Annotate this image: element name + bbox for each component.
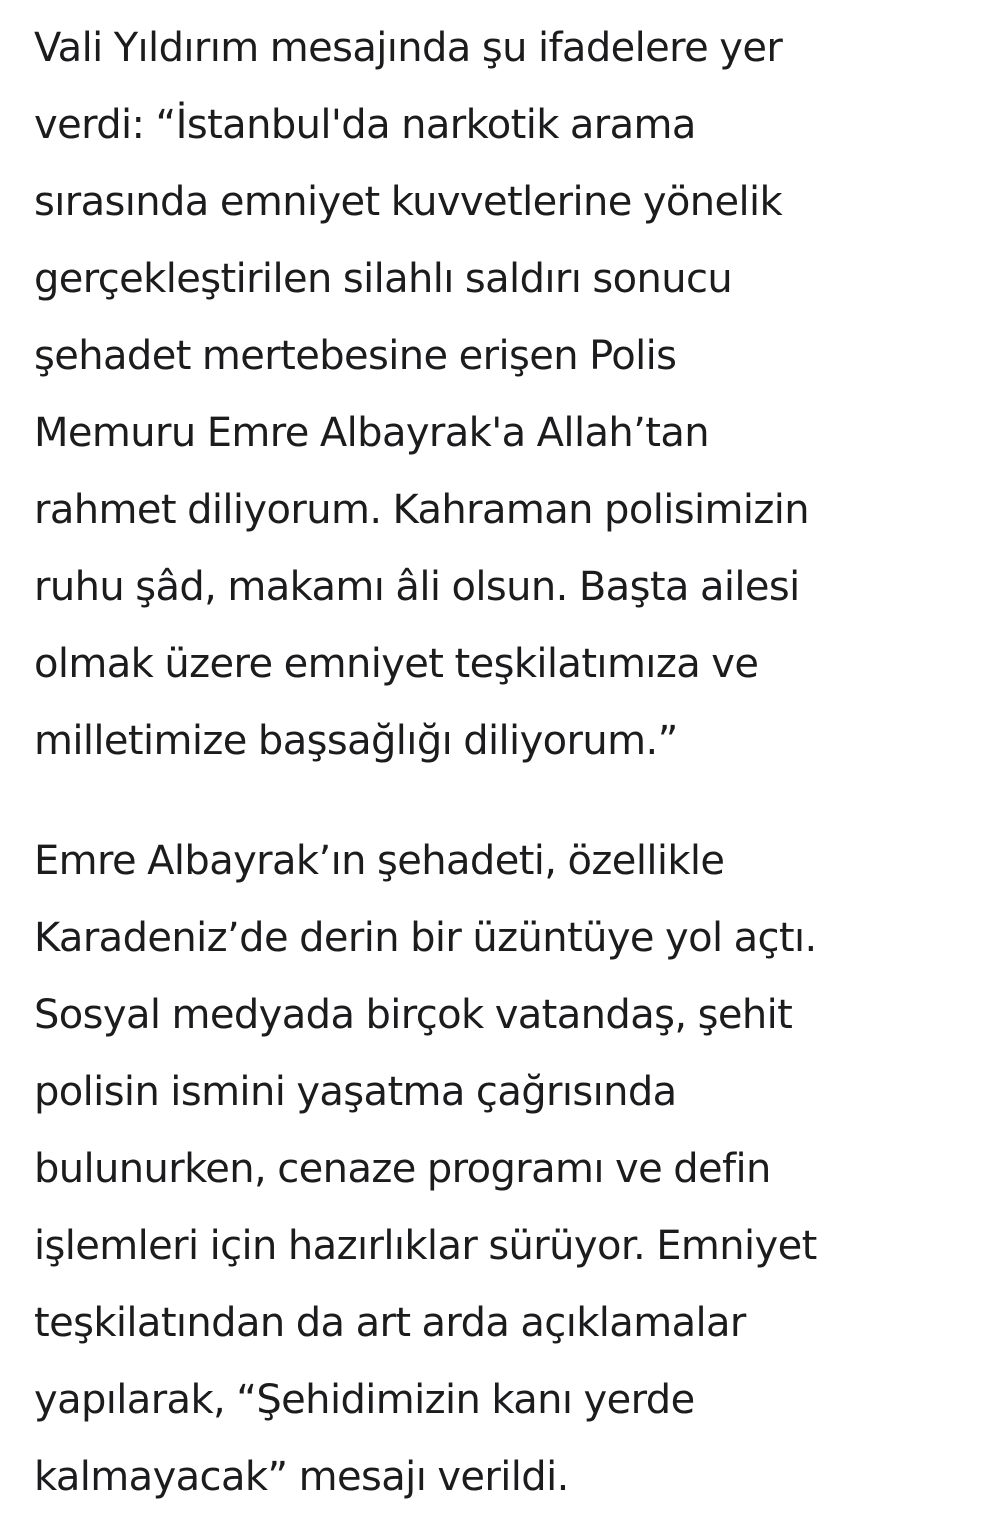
text-line: rahmet diliyorum. Kahraman polisimizin bbox=[34, 487, 810, 533]
text-line: sırasında emniyet kuvvetlerine yönelik bbox=[34, 179, 783, 225]
text-line: polisin ismini yaşatma çağrısında bbox=[34, 1069, 677, 1115]
text-line: Karadeniz’de derin bir üzüntüye yol açtı. bbox=[34, 915, 817, 961]
text-line: Sosyal medyada birçok vatandaş, şehit bbox=[34, 992, 793, 1038]
text-line: yapılarak, “Şehidimizin kanı yerde bbox=[34, 1377, 695, 1423]
paragraph-1 bbox=[34, 10, 809, 780]
text-line: Vali Yıldırım mesajında şu ifadelere yer bbox=[34, 25, 783, 71]
text-line: milletimize başsağlığı diliyorum.” bbox=[34, 718, 678, 764]
text-line: Memuru Emre Albayrak'a Allah’tan bbox=[34, 410, 709, 456]
paragraph-2 bbox=[34, 823, 817, 1516]
text-line: olmak üzere emniyet teşkilatımıza ve bbox=[34, 641, 759, 687]
text-line: verdi: “İstanbul'da narkotik arama bbox=[34, 102, 696, 148]
text-line: şehadet mertebesine erişen Polis bbox=[34, 333, 677, 379]
text-line: gerçekleştirilen silahlı saldırı sonucu bbox=[34, 256, 733, 302]
text-line: ruhu şâd, makamı âli olsun. Başta ailesi bbox=[34, 564, 800, 610]
text-line: bulunurken, cenaze programı ve defin bbox=[34, 1146, 771, 1192]
text-line: Emre Albayrak’ın şehadeti, özellikle bbox=[34, 838, 725, 884]
text-line: işlemleri için hazırlıklar sürüyor. Emniyet bbox=[34, 1223, 817, 1269]
text-line: kalmayacak” mesajı verildi. bbox=[34, 1454, 569, 1500]
text-line: teşkilatından da art arda açıklamalar bbox=[34, 1300, 746, 1346]
